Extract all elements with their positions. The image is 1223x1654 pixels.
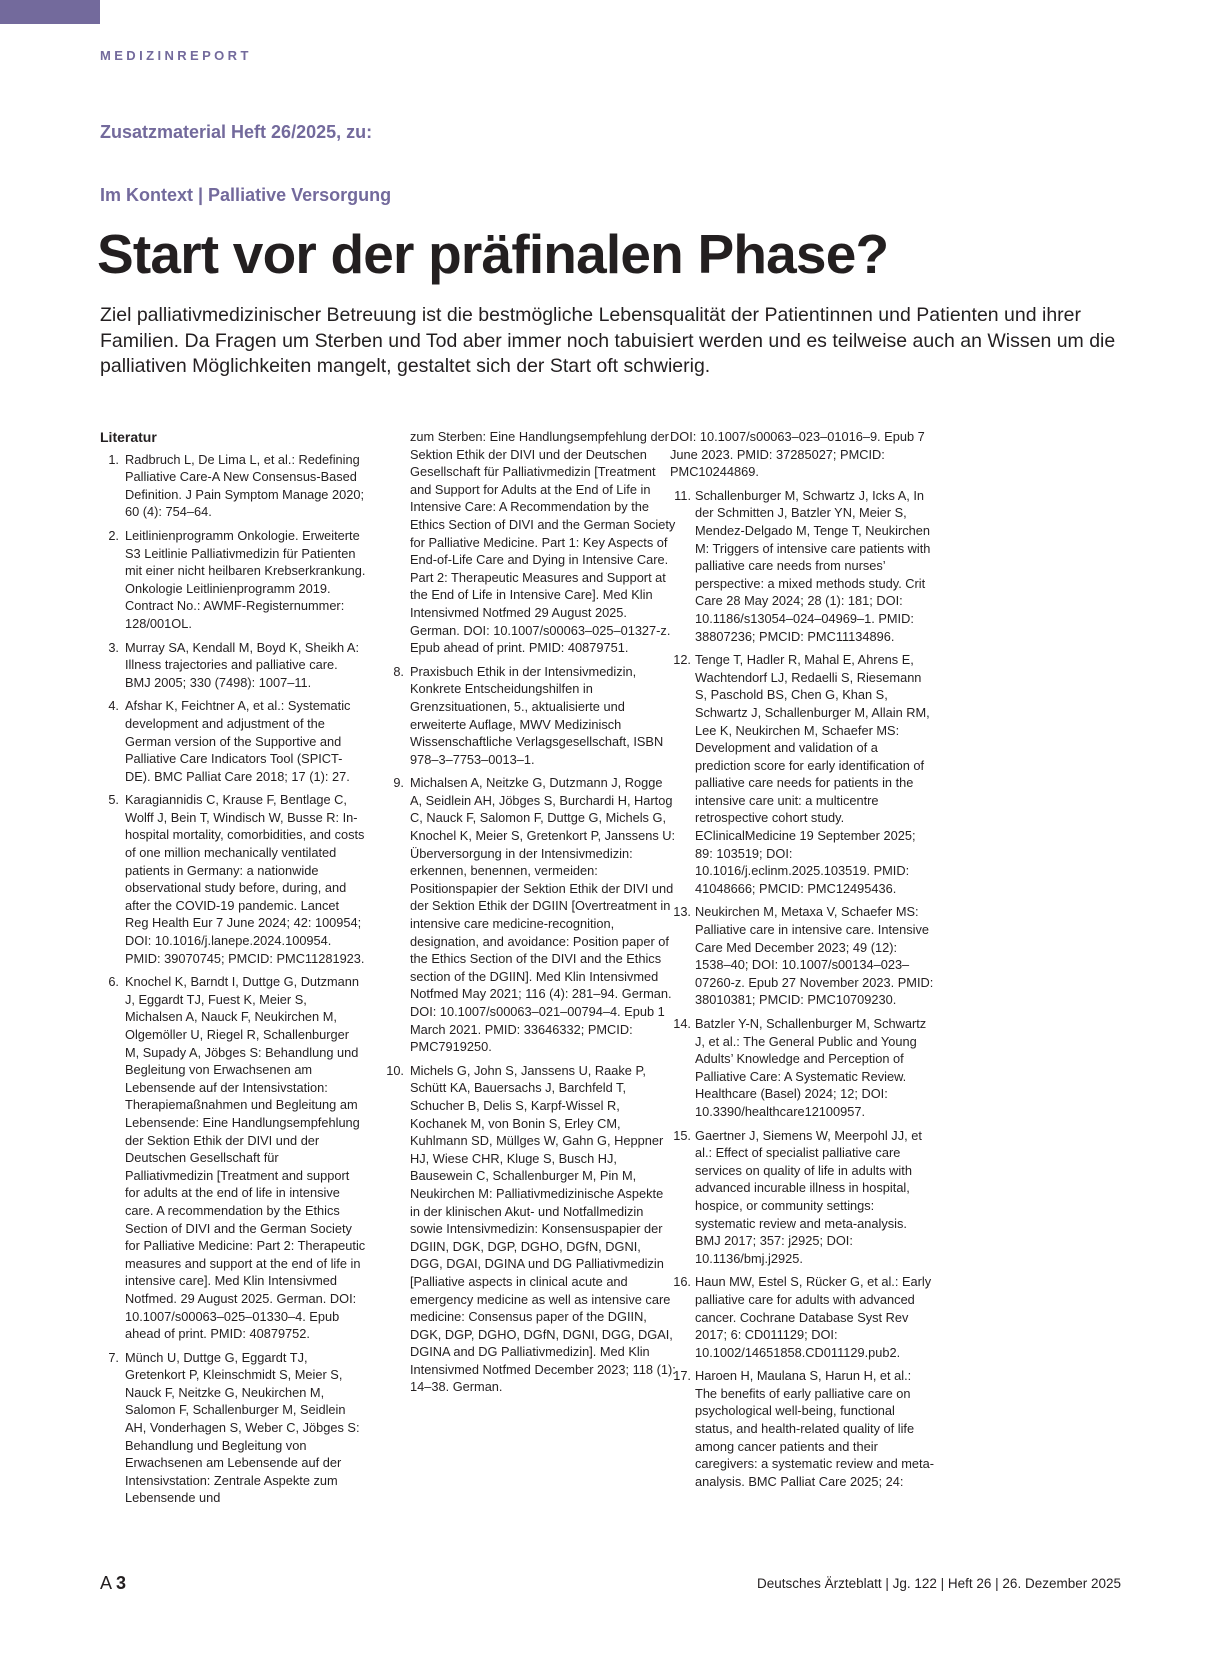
reference-number: 7. <box>108 1349 119 1365</box>
reference-item <box>100 451 366 521</box>
reference-number: 5. <box>108 792 119 808</box>
section-label: MEDIZINREPORT <box>100 48 252 63</box>
reference-number: 15. <box>673 1127 691 1143</box>
journal-citation: Deutsches Ärzteblatt | Jg. 122 | Heft 26 | 26. Dezember 2025 <box>757 1576 1121 1591</box>
reference-item <box>100 697 366 785</box>
reference-text: Praxisbuch Ethik in der Intensivmedizin, Konkrete Entscheidungshilfen in Grenzsituationen, 5., aktualisierte und erweiterte Auflage, MWV Medizinisch Wissenschaftliche Verlagsgesellschaft, ISBN 978–3–7753–0013–1. <box>410 663 664 767</box>
reference-item <box>670 1273 936 1361</box>
page-prefix: A <box>100 1573 112 1593</box>
reference-number: 12. <box>673 652 691 668</box>
reference-text: Gaertner J, Siemens W, Meerpohl JJ, et al.: Effect of specialist palliative care services on quality of life in adults with advanced incurable illness in hospital, hospice, or community settings: systematic review and meta-analysis. BMJ 2017; 357: j2925; DOI: 10.1136/bmj.j2925. <box>695 1127 922 1266</box>
reference-item <box>100 639 366 692</box>
reference-item <box>100 527 366 633</box>
reference-text: Michels G, John S, Janssens U, Raake P, Schütt KA, Bauersachs J, Barchfeld T, Schucher B, Delis S, Karpf-Wissel R, Kochanek M, von Bonin S, Erley CM, Kuhlmann SD, Müllges W, Gahn G, Heppner HJ, Wiese CHR, Kluge S, Busch HJ, Bausewein C, Schallenburger M, Pin M, Neukirchen M: Palliativmedizinische Aspekte in der klinischen Akut- und Notfallmedizin sowie Intensivmedizin: Konsensuspapier der DGIIN, DGK, DGP, DGHO, DGfN, DGNI, DGG, DGAI, DGINA und DG Palliativmedizin [Palliative aspects in clinical acute and emergency medicine as well as intensive care medicine: Consensus paper of the DGIIN, DGK, DGP, DGHO, DGfN, DGNI, DGG, DGAI, DGINA and DG Palliativmedizin]. Med Klin Intensivmed Notfmed December 2023; 118 (1): 14–38. German. <box>410 1062 676 1395</box>
reference-number: 11. <box>674 487 691 503</box>
context-label: Im Kontext | Palliative Versorgung <box>100 185 392 205</box>
lead-paragraph: Ziel palliativmedizinischer Betreuung ist die bestmögliche Lebensqualität der Patientinnen und Patienten und ihrer Familien. Da Fragen um Sterben und Tod aber immer noch tabuisiert werden und es teilweise auch an Wissen um die palliativen Möglichkeiten mangelt, gestaltet sich der Start oft schwierig. <box>100 304 1116 377</box>
reference-number: 2. <box>108 527 119 543</box>
reference-text: Michalsen A, Neitzke G, Dutzmann J, Rogge A, Seidlein AH, Jöbges S, Burchardi H, Hartog C, Nauck F, Salomon F, Duttge G, Michels G, Knochel K, Meier S, Gretenkort P, Janssens U: Überversorgung in der Intensivmedizin: erkennen, benennen, vermeiden: Positionspapier der Sektion Ethik der DIVI und der Sektion Ethik der DGIIN [Overtreatment in intensive care medicine-recognition, designation, and avoidance: Position paper of the Ethics Section of the DIVI and the Ethics section of the DGIIN]. Med Klin Intensivmed Notfmed May 2021; 116 (4): 281–94. German. DOI: 10.1007/s00063–021–00794–4. Epub 1 March 2021. PMID: 33646332; PMCID: PMC7919250. <box>410 775 676 1055</box>
reference-column-3 <box>670 428 936 1496</box>
reference-number: 13. <box>673 904 691 920</box>
reference-number: 10. <box>386 1062 404 1078</box>
reference-number: 6. <box>108 974 119 990</box>
reference-item <box>670 1367 936 1490</box>
reference-text: Radbruch L, De Lima L, et al.: Redefining Palliative Care-A New Consensus-Based Definition. J Pain Symptom Manage 2020; 60 (4): 754–64. <box>125 451 365 520</box>
reference-item <box>670 487 936 645</box>
reference-number: 4. <box>108 698 119 714</box>
section-color-bar <box>0 0 100 24</box>
supplement-note: Zusatzmaterial Heft 26/2025, zu: <box>100 122 373 142</box>
reference-text: Batzler Y-N, Schallenburger M, Schwartz J, et al.: The General Public and Young Adults’ Knowledge and Perception of Palliative Care: A Systematic Review. Healthcare (Basel) 2024; 12; DOI: 10.3390/healthcare12100957. <box>695 1016 927 1119</box>
reference-text: Leitlinienprogramm Onkologie. Erweiterte S3 Leitlinie Palliativmedizin für Patienten mit einer nicht heilbaren Krebserkrankung. Onkologie Leitlinienprogramm 2019. Contract No.: AWMF-Registernummer: 128/001OL. <box>125 527 366 631</box>
reference-continuation: zum Sterben: Eine Handlungsempfehlung der Sektion Ethik der DIVI und der Deutschen Gesellschaft für Palliativmedizin [Treatment and Support for Adults at the End of Life in Intensive Care: A Recommendation by the Ethics Section of DIVI and the German Society for Palliative Medicine. Part 1: Key Aspects of End-of-Life Care and Dying in Intensive Care. Part 2: Therapeutic Measures and Support at the End of Life in Intensive Care]. Med Klin Intensivmed Notfmed 29 August 2025. German. DOI: 10.1007/s00063–025–01327-z. Epub ahead of print. PMID: 40879751. <box>410 429 676 656</box>
reference-item <box>670 1015 936 1121</box>
reference-item <box>100 973 366 1342</box>
reference-text: Haun MW, Estel S, Rücker G, et al.: Early palliative care for adults with advanced cancer. Cochrane Database Syst Rev 2017; 6: CD011129; DOI: 10.1002/14651858.CD011129.pub2. <box>695 1274 932 1360</box>
reference-text: Haroen H, Maulana S, Harun H, et al.: The benefits of early palliative care on psychological well-being, functional status, and health-related quality of life among cancer patients and their caregivers: a systematic review and meta-analysis. BMC Palliat Care 2025; 24: <box>695 1368 934 1489</box>
reference-number: 3. <box>108 639 119 655</box>
reference-item <box>670 1127 936 1268</box>
reference-column-2 <box>386 428 676 1402</box>
reference-text: Tenge T, Hadler R, Mahal E, Ahrens E, Wachtendorf LJ, Redaelli S, Riesemann S, Paschold BS, Chen G, Khan S, Schwartz J, Schallenburger M, Allain RM, Lee K, Neukirchen M, Schaefer MS: Development and validation of a prediction score for early identification of palliative care needs for patients in the intensive care unit: a multicentre retrospective cohort study. EClinicalMedicine 19 September 2025; 89: 103519; DOI: 10.1016/j.eclinm.2025.103519. PMID: 41048666; PMCID: PMC12495436. <box>695 652 930 896</box>
reference-item <box>100 1349 366 1507</box>
reference-item <box>393 774 676 1056</box>
reference-text: Murray SA, Kendall M, Boyd K, Sheikh A: Illness trajectories and palliative care. BMJ 2005; 330 (7498): 1007–11. <box>125 639 360 690</box>
reference-column-1 <box>100 428 366 1513</box>
reference-continuation: DOI: 10.1007/s00063–023–01016–9. Epub 7 June 2023. PMID: 37285027; PMCID: PMC10244869. <box>670 429 925 480</box>
reference-item <box>670 651 936 897</box>
reference-text: Afshar K, Feichtner A, et al.: Systematic development and adjustment of the German version of the Supportive and Palliative Care Indicators Tool (SPICT-DE). BMC Palliat Care 2018; 17 (1): 27. <box>125 698 351 784</box>
reference-text: Knochel K, Barndt I, Duttge G, Dutzmann J, Eggardt TJ, Fuest K, Meier S, Michalsen A, Nauck F, Neukirchen M, Olgemöller U, Riegel R, Schallenburger M, Supady A, Jöbges S: Behandlung und Begleitung von Erwachsenen am Lebensende auf der Intensivstation: Therapiemaßnahmen und Begleitung am Lebensende: Eine Handlungsempfehlung der Sektion Ethik der DIVI und der Deutschen Gesellschaft für Palliativmedizin [Treatment and support for adults at the end of life in intensive care. A recommendation by the Ethics Section of DIVI and the German Society for Palliative Medicine: Part 2: Therapeutic measures and support at the end of life in intensive care]. Med Klin Intensivmed Notfmed. 29 August 2025. German. DOI: 10.1007/s00063–025–01330–4. Epub ahead of print. PMID: 40879752. <box>125 974 366 1342</box>
reference-text: Neukirchen M, Metaxa V, Schaefer MS: Palliative care in intensive care. Intensive Care Med December 2023; 49 (12): 1538–40; DOI: 10.1007/s00134–023–07260-z. Epub 27 November 2023. PMID: 38010381; PMCID: PMC10709230. <box>695 904 934 1008</box>
reference-text: Karagiannidis C, Krause F, Bentlage C, Wolff J, Bein T, Windisch W, Busse R: In-hospital mortality, comorbidities, and costs of one million mechanically ventilated patients in Germany: a nationwide observational study before, during, and after the COVID-19 pandemic. Lancet Reg Health Eur 7 June 2024; 42: 100954; DOI: 10.1016/j.lanepe.2024.100954. PMID: 39070745; PMCID: PMC11281923. <box>125 792 365 966</box>
reference-number: 9. <box>393 775 404 791</box>
reference-item <box>670 903 936 1009</box>
reference-number: 14. <box>673 1016 691 1031</box>
article-title: Start vor der präfinalen Phase? <box>97 223 889 285</box>
page-number <box>100 1573 126 1594</box>
reference-item <box>386 1062 676 1396</box>
page-number-value: 3 <box>116 1573 127 1593</box>
reference-number: 17. <box>673 1368 691 1384</box>
reference-text: Münch U, Duttge G, Eggardt TJ, Gretenkort P, Kleinschmidt S, Meier S, Nauck F, Neitzke G, Neukirchen M, Salomon F, Schallenburger M, Seidlein AH, Vonderhagen S, Weber C, Jöbges S: Behandlung und Begleitung von Erwachsenen am Lebensende auf der Intensivstation: Zentrale Aspekte zum Lebensende und <box>125 1349 360 1506</box>
reference-number: 8. <box>393 663 404 679</box>
reference-number: 16. <box>673 1274 691 1290</box>
reference-item <box>393 663 676 769</box>
reference-text: Schallenburger M, Schwartz J, Icks A, In der Schmitten J, Batzler YN, Meier S, Mendez-Delgado M, Tenge T, Neukirchen M: Triggers of intensive care patients with palliative care needs from nurses’ perspective: a mixed methods study. Crit Care 28 May 2024; 28 (1): 181; DOI: 10.1186/s13054–024–04969–1. PMID: 38807236; PMCID: PMC11134896. <box>695 487 931 644</box>
reference-number: 1. <box>108 451 119 467</box>
literature-heading: Literatur <box>100 429 157 445</box>
reference-item <box>100 791 366 967</box>
